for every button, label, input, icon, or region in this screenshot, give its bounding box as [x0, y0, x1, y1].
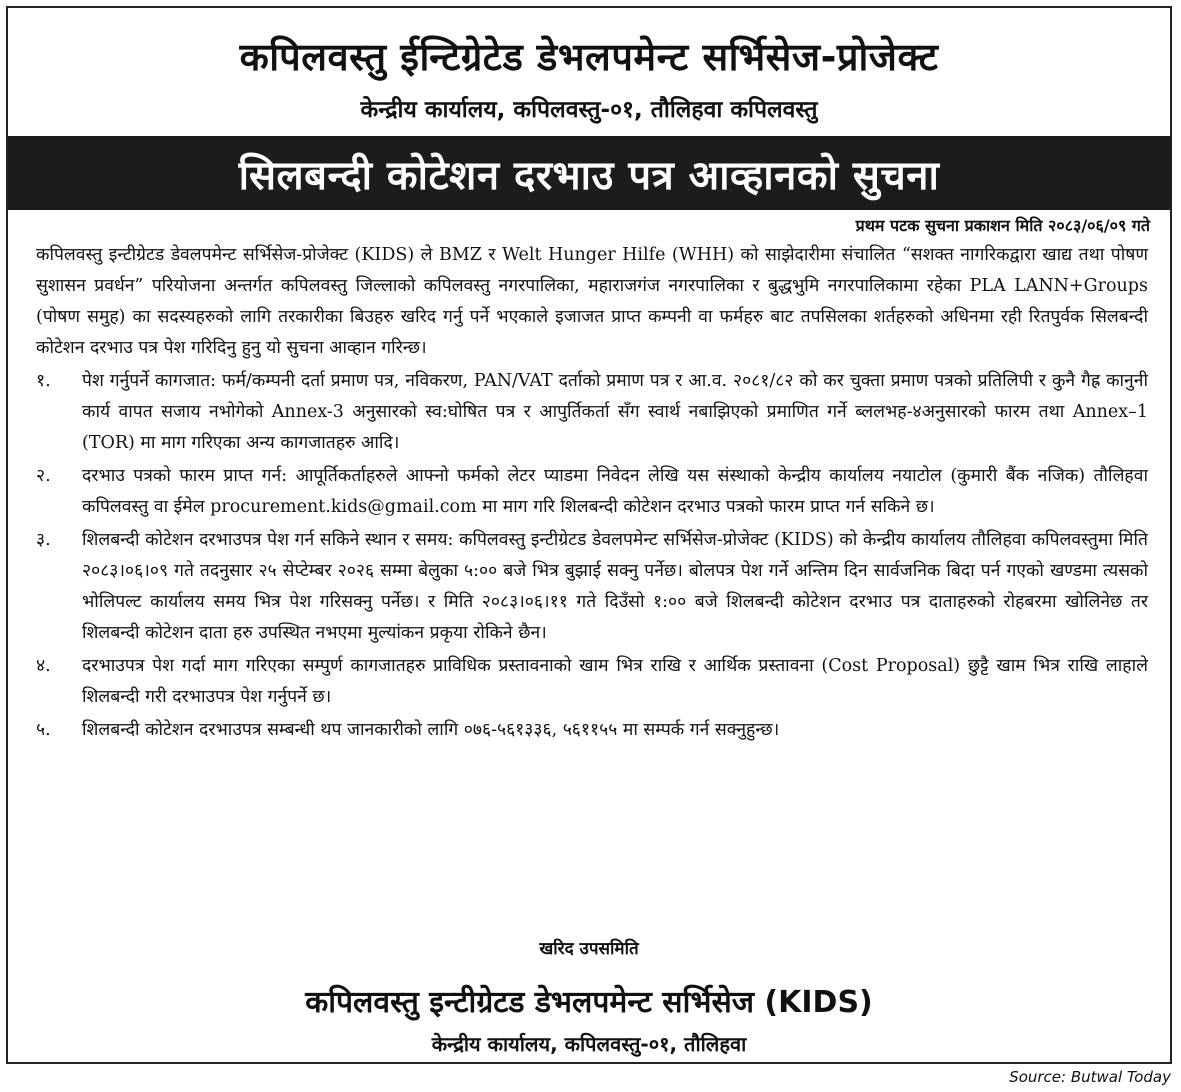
- list-item: [36, 461, 1148, 523]
- item-number: ३.: [36, 530, 51, 550]
- list-item: [36, 715, 1148, 746]
- notice-body: [36, 240, 1148, 748]
- item-text: शिलबन्दी कोटेशन दरभाउपत्र पेश गर्न सकिने स्थान र समय: कपिलवस्तु इन्टीग्रेटड डेवलपमेन्ट सर्भिसेज-प्रोजेक्ट (KIDS) को केन्द्रीय कार्यालय तौलिहवा कपिलवस्तुमा मिति २०८३।०६।०९ गते तदनुसार २५ सेप्टेम्बर २०२६ सम्मा बेलुका ५:०० बजे भित्र बुझाई सक्नु पर्नेछ। बोलपत्र पेश गर्ने अन्तिम दिन सार्वजनिक बिदा पर्न गएको खण्डमा त्यसको भोलिपल्ट कार्यालय समय भित्र पेश गरिसक्नु पर्नेछ। र मिति २०८३।०६।११ गते दिउँसो १:०० बजे शिलबन्दी कोटेशन दरभाउ पत्र दाताहरुको रोहबरमा खोलिनेछ तर शिलबन्दी कोटेशन दाता हरु उपस्थित नभएमा मुल्यांकन प्रकृया रोकिने छैन।: [82, 530, 1148, 643]
- source-credit: Source: Butwal Today: [1009, 1068, 1171, 1086]
- list-item: [36, 366, 1148, 459]
- item-number: ५.: [36, 720, 51, 740]
- item-number: ४.: [36, 656, 51, 676]
- notice-title-bar: [8, 136, 1170, 210]
- signature-org: कपिलवस्तु इन्टीग्रेटड डेभलपमेन्ट सर्भिसेज (KIDS): [305, 985, 873, 1020]
- item-number: २.: [36, 466, 51, 486]
- item-text: शिलबन्दी कोटेशन दरभाउपत्र सम्बन्धी थप जानकारीको लागि ०७६-५६१३३६, ५६११५५ मा सम्पर्क गर्न सक्नुहुन्छ।: [82, 720, 780, 740]
- list-item: [36, 651, 1148, 713]
- notice-frame: [6, 6, 1172, 1064]
- item-text: दरभाउ पत्रको फारम प्राप्त गर्न: आपूर्तिकर्ताहरुले आफ्नो फर्मको लेटर प्याडमा निवेदन लेखि यस संस्थाको केन्द्रीय कार्यालय नयाटोल (कुमारी बैंक नजिक) तौलिहवा कपिलवस्तु वा ईमेल procurement.kids@gmail.com मा माग गरि शिलबन्दी कोटेशन दरभाउ पत्रको फारम प्राप्त गर्न सकिने छ।: [82, 466, 1148, 517]
- publication-date: प्रथम पटक सुचना प्रकाशन मिति २०८३/०६/०९ गते: [855, 216, 1150, 235]
- list-item: [36, 525, 1148, 649]
- intro-paragraph: कपिलवस्तु इन्टीग्रेटड डेवलपमेन्ट सर्भिसेज-प्रोजेक्ट (KIDS) ले BMZ र Welt Hunger Hilfe (WHH) को साझेदारीमा संचालित “सशक्त नागरिकद्वारा खाद्य तथा पोषण सुशासन प्रवर्धन” परियोजना अन्तर्गत कपिलवस्तु जिल्लाको कपिलवस्तु नगरपालिका, महाराजगंज नगरपालिका र बुद्धभुमि नगरपालिकामा रहेका PLA LANN+Groups (पोषण समुह) का सदस्यहरुको लागि तरकारीका बिउहरु खरिद गर्नु पर्ने भएकाले इजाजत प्राप्त कम्पनी वा फर्महरु बाट तपसिलका शर्तहरुको अधिनमा रही रितपुर्वक सिलबन्दी कोटेशन दरभाउ पत्र पेश गरिदिनु हुनु यो सुचना आव्हान गरिन्छ।: [36, 245, 1148, 358]
- org-title: कपिलवस्तु ईन्टिग्रेटेड डेभलपमेन्ट सर्भिसेज-प्रोजेक्ट: [239, 35, 939, 79]
- org-office-address: केन्द्रीय कार्यालय, कपिलवस्तु-०१, तौलिहवा कपिलवस्तु: [360, 97, 818, 123]
- item-text: दरभाउपत्र पेश गर्दा माग गरिएका सम्पुर्ण कागजातहरु प्राविधिक प्रस्तावनाको खाम भित्र राखि र आर्थिक प्रस्तावना (Cost Proposal) छुट्टै खाम भित्र राखि लाहाले शिलबन्दी गरी दरभाउपत्र पेश गर्नुपर्ने छ।: [82, 656, 1148, 707]
- signature-committee: खरिद उपसमिति: [539, 939, 639, 959]
- item-text: पेश गर्नुपर्ने कागजात: फर्म/कम्पनी दर्ता प्रमाण पत्र, नविकरण, PAN/VAT दर्ताको प्रमाण पत्र र आ.व. २०८१/८२ को कर चुक्ता प्रमाण पत्रको प्रतिलिपी र कुनै गैह्र कानुनी कार्य वापत सजाय नभोगेको Annex-3 अनुसारको स्व:घोषित पत्र र आपुर्तिकर्ता सँग स्वार्थ नबाझिएको प्रमाणित गर्ने ब्ललभह-४अनुसारको फारम तथा Annex–1 (TOR) मा माग गरिएका अन्य कागजातहरु आदि।: [82, 371, 1148, 453]
- notice-title: सिलबन्दी कोटेशन दरभाउ पत्र आव्हानको सुचना: [238, 152, 940, 199]
- signature-office: केन्द्रीय कार्यालय, कपिलवस्तु-०१, तौलिहवा: [431, 1032, 747, 1056]
- item-number: १.: [36, 371, 51, 391]
